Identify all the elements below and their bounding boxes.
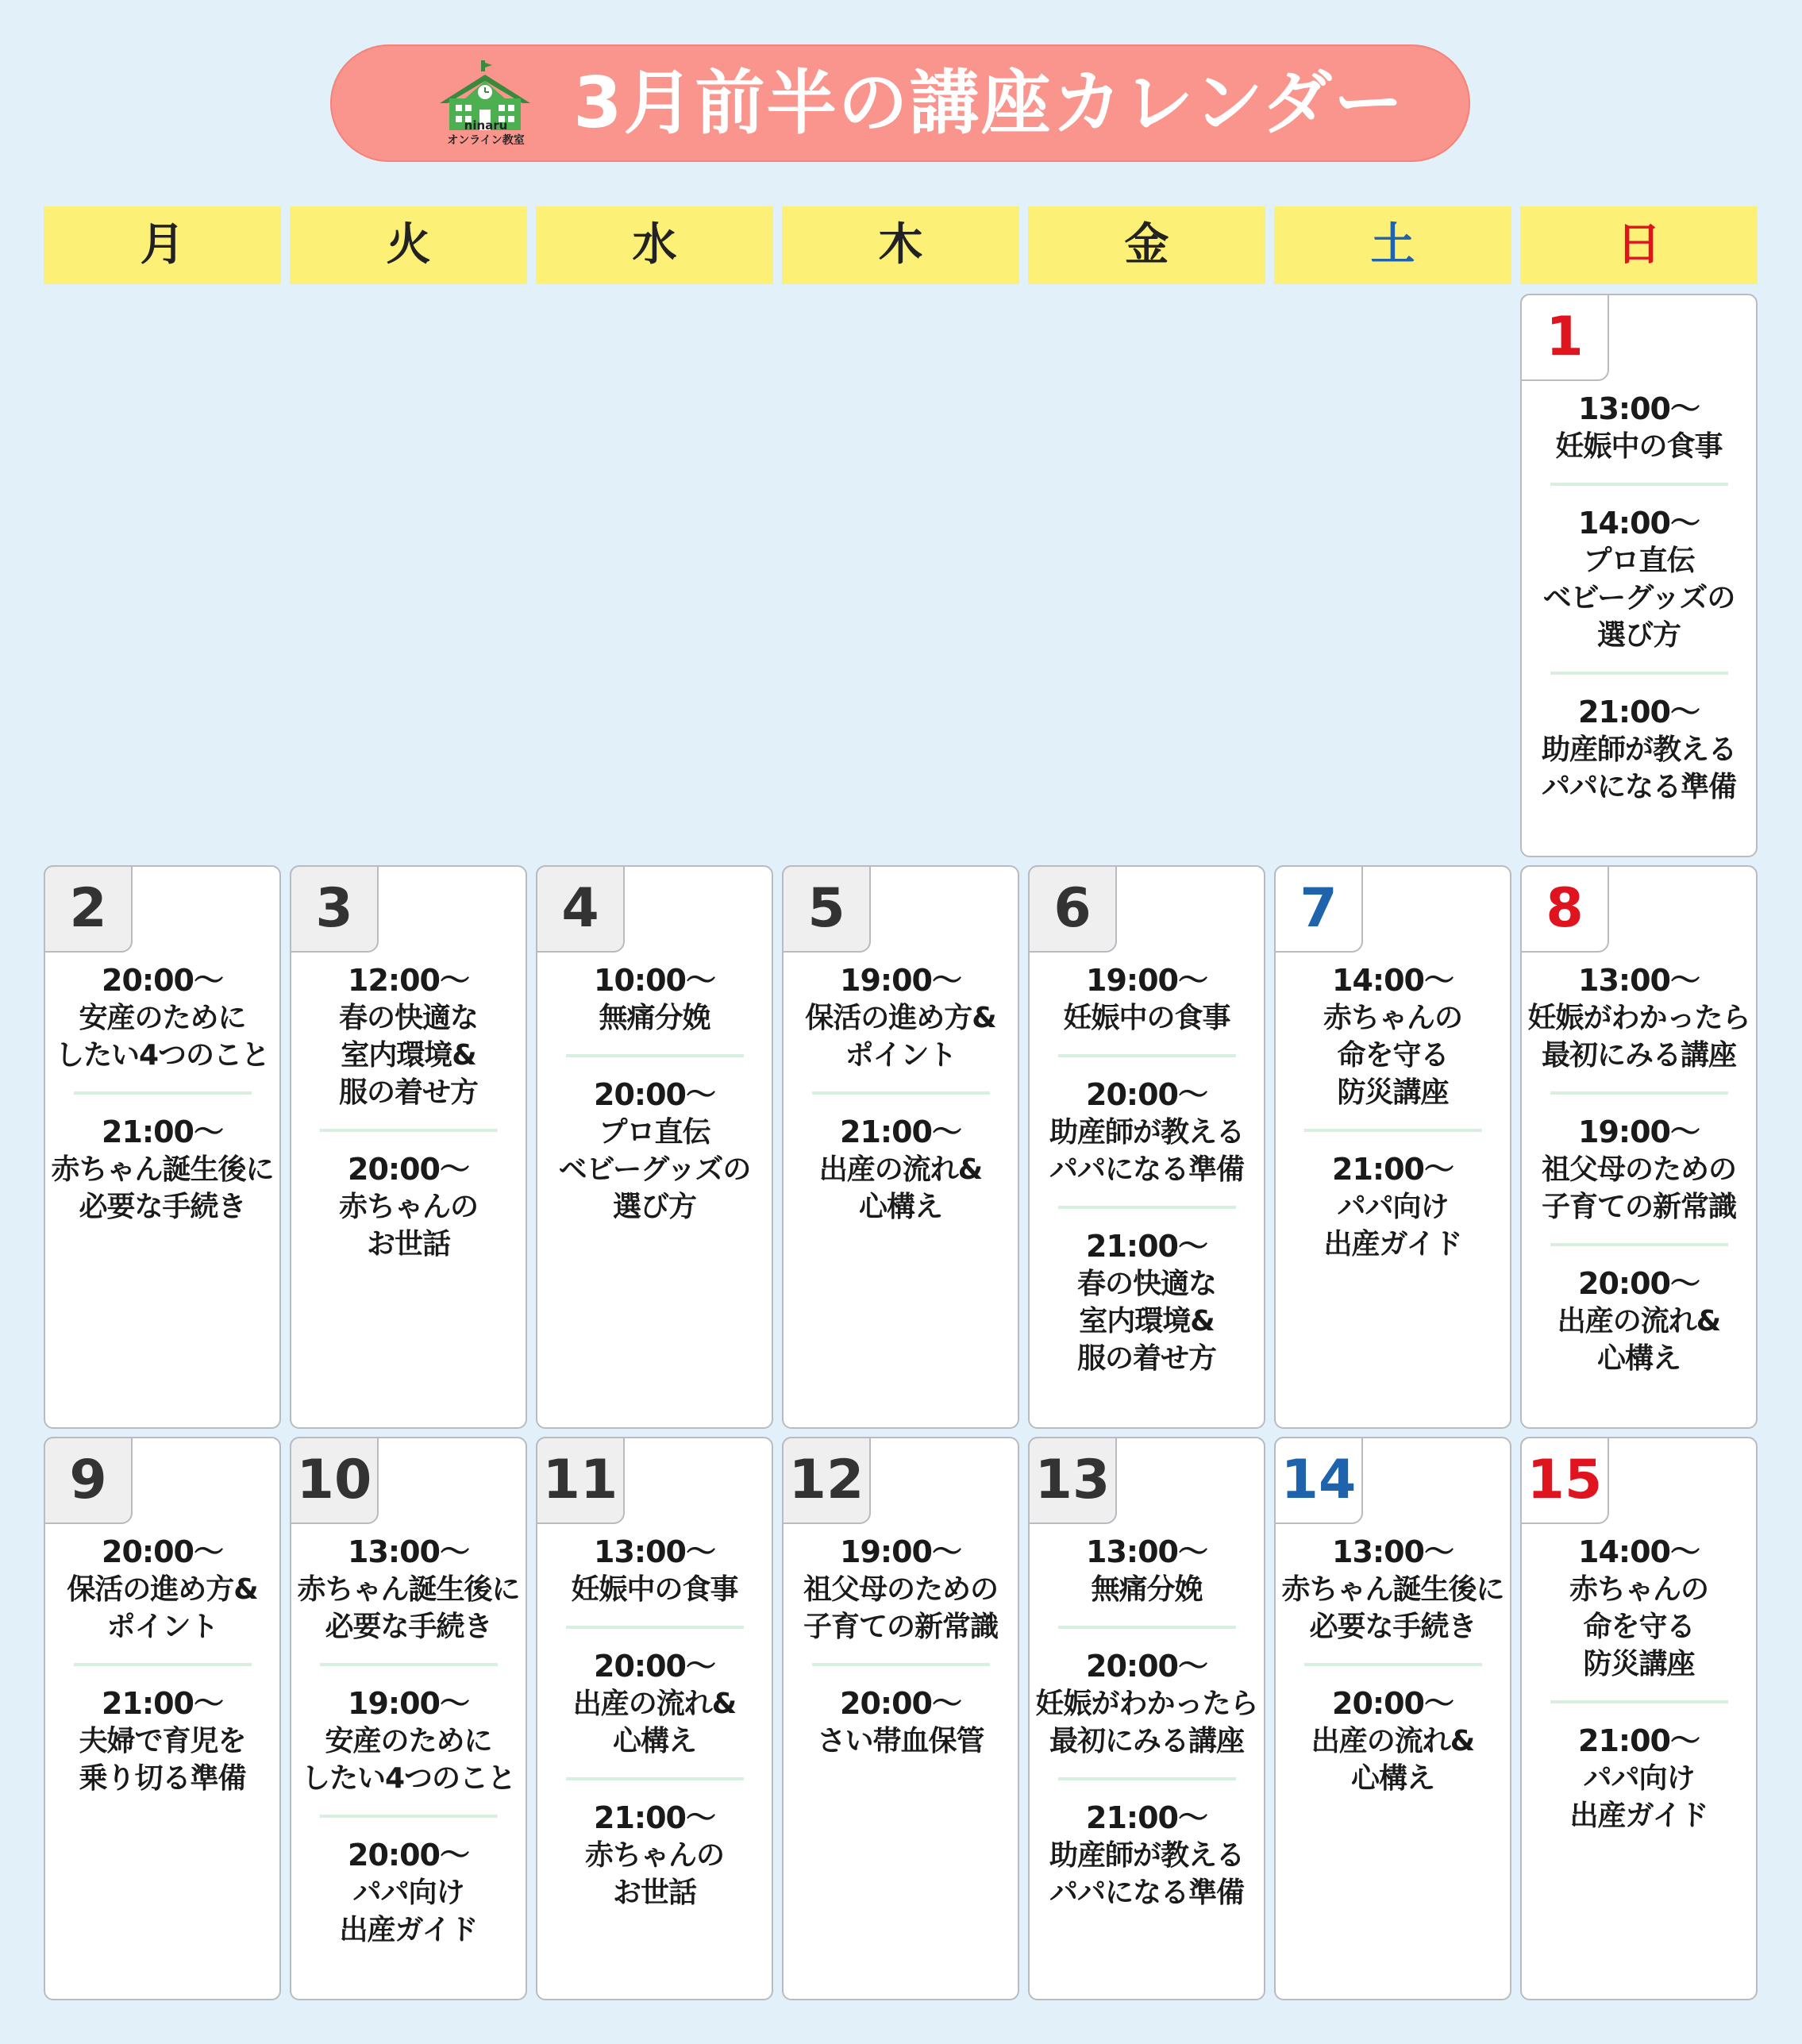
event-time: 20:00〜 [594, 1077, 715, 1112]
event-title: 赤ちゃんの [1323, 1002, 1462, 1034]
event-title: 赤ちゃんの [1569, 1573, 1708, 1606]
event-title: プロ直伝 [1583, 545, 1695, 577]
event-item[interactable] [48, 1534, 276, 1646]
event-title: 心構え [1596, 1342, 1681, 1375]
event-title: 妊娠中の食事 [1063, 1002, 1230, 1034]
event-time: 20:00〜 [840, 1686, 961, 1721]
event-title: 室内環境& [341, 1039, 476, 1072]
event-time: 20:00〜 [348, 1838, 469, 1873]
event-title: 子育ての新常識 [1541, 1191, 1736, 1223]
event-divider [1550, 483, 1728, 486]
event-title: パパになる準備 [1049, 1153, 1244, 1186]
event-time: 20:00〜 [1086, 1077, 1207, 1112]
day-cell-15[interactable] [1520, 1437, 1758, 2000]
event-item[interactable] [1525, 694, 1753, 806]
event-list [1522, 1534, 1756, 1834]
day-number: 14 [1274, 1437, 1363, 1524]
event-title: 出産の流れ& [1557, 1305, 1721, 1338]
event-list [45, 962, 279, 1226]
event-list [291, 962, 526, 1263]
event-list [784, 962, 1018, 1226]
day-cell-8[interactable] [1520, 865, 1758, 1429]
event-title: 心構え [1350, 1762, 1434, 1795]
event-title: 助産師が教える [1049, 1116, 1244, 1149]
event-item[interactable] [1525, 391, 1753, 465]
event-title: 必要な手続き [79, 1191, 246, 1223]
day-number: 2 [44, 865, 133, 953]
day-cell-3[interactable] [290, 865, 527, 1429]
event-list [1522, 962, 1756, 1377]
event-divider [320, 1129, 498, 1132]
event-divider [1058, 1626, 1236, 1629]
event-title: したい4つのこと [55, 1039, 270, 1072]
event-divider [320, 1815, 498, 1818]
event-time: 21:00〜 [1086, 1800, 1207, 1835]
event-list [537, 962, 772, 1226]
day-cell-11[interactable] [536, 1437, 773, 2000]
event-time: 20:00〜 [1578, 1266, 1700, 1301]
day-number: 11 [536, 1437, 625, 1524]
event-item[interactable] [1279, 962, 1507, 1111]
event-item[interactable] [1279, 1151, 1507, 1263]
day-number: 10 [290, 1437, 379, 1524]
event-title: したい4つのこと [301, 1762, 516, 1795]
event-item[interactable] [295, 1151, 522, 1263]
event-title: 祖父母のための [803, 1573, 998, 1606]
event-time: 13:00〜 [348, 1534, 469, 1569]
event-list [1522, 391, 1756, 806]
event-time: 20:00〜 [348, 1152, 469, 1187]
day-cell-10[interactable] [290, 1437, 527, 2000]
event-item[interactable] [1033, 1800, 1261, 1911]
event-list [784, 1534, 1018, 1760]
event-title: 出産ガイド [1323, 1228, 1462, 1261]
event-title: 助産師が教える [1049, 1839, 1244, 1872]
event-title: 安産のために [325, 1725, 492, 1757]
event-divider [812, 1663, 990, 1666]
event-divider [1304, 1129, 1482, 1132]
event-list [291, 1534, 526, 1949]
event-title: 命を守る [1583, 1611, 1695, 1643]
event-time: 20:00〜 [1086, 1649, 1207, 1684]
event-title: 助産師が教える [1541, 733, 1736, 766]
event-time: 19:00〜 [1086, 963, 1207, 998]
event-item[interactable] [787, 962, 1015, 1074]
event-divider [566, 1626, 744, 1629]
event-title: 子育ての新常識 [803, 1611, 998, 1643]
event-item[interactable] [541, 1648, 768, 1760]
event-item[interactable] [295, 1685, 522, 1797]
event-title: ポイント [106, 1611, 218, 1643]
event-time: 21:00〜 [102, 1686, 223, 1721]
event-item[interactable] [1525, 505, 1753, 654]
logo-subtitle: オンライン教室 [447, 134, 525, 147]
event-title: 無痛分娩 [599, 1002, 710, 1034]
event-divider [566, 1777, 744, 1780]
event-item[interactable] [1279, 1534, 1507, 1646]
event-divider [1058, 1777, 1236, 1780]
event-time: 21:00〜 [1578, 695, 1700, 729]
event-title: 赤ちゃんの [338, 1191, 478, 1223]
event-divider [1058, 1206, 1236, 1209]
event-time: 19:00〜 [348, 1686, 469, 1721]
event-item[interactable] [541, 962, 768, 1037]
event-title: パパになる準備 [1541, 771, 1736, 803]
event-title: パパ向け [352, 1877, 464, 1909]
event-title: 防災講座 [1583, 1648, 1695, 1680]
event-title: 心構え [858, 1191, 942, 1223]
event-divider [1304, 1663, 1482, 1666]
event-time: 21:00〜 [1332, 1152, 1454, 1187]
event-title: ベビーグッズの [558, 1153, 751, 1186]
event-list [1030, 962, 1264, 1377]
event-item[interactable] [1525, 1723, 1753, 1834]
event-title: パパになる準備 [1049, 1877, 1244, 1909]
day-number: 5 [782, 865, 871, 953]
weekday-mon: 月 [44, 206, 281, 284]
event-title: 命を守る [1337, 1039, 1449, 1072]
event-divider [566, 1054, 744, 1057]
event-item[interactable] [48, 962, 276, 1074]
day-cell-4[interactable] [536, 865, 773, 1429]
event-item[interactable] [295, 1837, 522, 1949]
event-title: 必要な手続き [1309, 1611, 1477, 1643]
event-item[interactable] [541, 1534, 768, 1608]
day-number: 8 [1520, 865, 1609, 953]
event-title: 出産の流れ& [818, 1153, 983, 1186]
event-time: 10:00〜 [594, 963, 715, 998]
event-item[interactable] [295, 1534, 522, 1646]
event-item[interactable] [1033, 1076, 1261, 1188]
event-time: 13:00〜 [1578, 391, 1700, 426]
event-title: 妊娠中の食事 [1555, 430, 1723, 463]
event-time: 21:00〜 [594, 1800, 715, 1835]
day-cell-9[interactable] [44, 1437, 281, 2000]
event-list [1276, 962, 1510, 1263]
event-title: 選び方 [1596, 619, 1681, 652]
event-item[interactable] [541, 1800, 768, 1911]
event-time: 13:00〜 [594, 1534, 715, 1569]
event-title: 春の快適な [338, 1002, 478, 1034]
event-time: 20:00〜 [102, 1534, 223, 1569]
event-time: 19:00〜 [840, 963, 961, 998]
event-time: 13:00〜 [1332, 1534, 1454, 1569]
day-cell-6[interactable] [1028, 865, 1265, 1429]
event-time: 19:00〜 [1578, 1114, 1700, 1149]
event-item[interactable] [1525, 1534, 1753, 1683]
event-title: 赤ちゃん誕生後に [297, 1573, 520, 1606]
event-title: 防災講座 [1337, 1076, 1449, 1109]
event-time: 20:00〜 [1332, 1686, 1454, 1721]
day-number: 12 [782, 1437, 871, 1524]
event-divider [1550, 672, 1728, 675]
weekday-wed: 水 [536, 206, 773, 284]
weekday-tue: 火 [290, 206, 527, 284]
event-divider [1058, 1054, 1236, 1057]
event-item[interactable] [541, 1076, 768, 1226]
event-item[interactable] [1033, 962, 1261, 1037]
event-divider [74, 1091, 252, 1095]
event-title: パパ向け [1583, 1762, 1695, 1795]
event-title: 保活の進め方& [805, 1002, 996, 1034]
day-cell-2[interactable] [44, 865, 281, 1429]
day-number: 7 [1274, 865, 1363, 953]
event-divider [1550, 1091, 1728, 1095]
day-cell-5[interactable] [782, 865, 1019, 1429]
event-title: 最初にみる講座 [1049, 1725, 1244, 1757]
weekday-thu: 木 [782, 206, 1019, 284]
page-title: 3月前半の講座カレンダー [573, 62, 1405, 144]
event-time: 19:00〜 [840, 1534, 961, 1569]
event-title: 出産の流れ& [1311, 1725, 1475, 1757]
event-title: 最初にみる講座 [1541, 1039, 1736, 1072]
event-title: 妊娠中の食事 [571, 1573, 738, 1606]
event-title: 祖父母のための [1541, 1153, 1736, 1186]
event-time: 20:00〜 [594, 1649, 715, 1684]
event-item[interactable] [1033, 1648, 1261, 1760]
event-title: 赤ちゃんの [584, 1839, 724, 1872]
event-divider [812, 1091, 990, 1095]
day-cell-7[interactable] [1274, 865, 1511, 1429]
event-time: 12:00〜 [348, 963, 469, 998]
event-item[interactable] [295, 962, 522, 1111]
event-time: 21:00〜 [840, 1114, 961, 1149]
event-divider [74, 1663, 252, 1666]
event-title: 必要な手続き [325, 1611, 492, 1643]
event-title: 出産の流れ& [572, 1688, 737, 1720]
weekday-sat: 土 [1274, 206, 1511, 284]
event-item[interactable] [1525, 962, 1753, 1074]
day-number: 1 [1520, 294, 1609, 381]
event-title: パパ向け [1337, 1191, 1449, 1223]
day-cell-13[interactable] [1028, 1437, 1265, 2000]
day-number: 6 [1028, 865, 1117, 953]
event-title: 乗り切る準備 [79, 1762, 246, 1795]
weekday-sun: 日 [1520, 206, 1758, 284]
event-time: 21:00〜 [102, 1114, 223, 1149]
day-cell-14[interactable] [1274, 1437, 1511, 2000]
event-title: 無痛分娩 [1091, 1573, 1203, 1606]
event-item[interactable] [48, 1114, 276, 1226]
event-title: 赤ちゃん誕生後に [1281, 1573, 1504, 1606]
event-item[interactable] [787, 1114, 1015, 1226]
event-divider [320, 1663, 498, 1666]
event-item[interactable] [1033, 1228, 1261, 1377]
event-list [1030, 1534, 1264, 1911]
event-item[interactable] [1033, 1534, 1261, 1608]
event-title: 出産ガイド [339, 1914, 478, 1946]
event-title: 室内環境& [1079, 1305, 1215, 1338]
weekday-fri: 金 [1028, 206, 1265, 284]
event-title: 出産ガイド [1569, 1800, 1708, 1832]
event-title: 夫婦で育児を [79, 1725, 246, 1757]
event-list [1276, 1534, 1510, 1797]
event-list [537, 1534, 772, 1911]
event-item[interactable] [787, 1685, 1015, 1760]
event-time: 14:00〜 [1578, 506, 1700, 541]
day-cell-12[interactable] [782, 1437, 1019, 2000]
event-time: 20:00〜 [102, 963, 223, 998]
event-title: 保活の進め方& [67, 1573, 258, 1606]
event-title: 服の着せ方 [1076, 1342, 1216, 1375]
event-time: 14:00〜 [1332, 963, 1454, 998]
logo-wordmark: ninaru [464, 118, 508, 133]
event-title: 妊娠がわかったら [1035, 1688, 1258, 1720]
event-title: 赤ちゃん誕生後に [51, 1153, 274, 1186]
event-divider [1550, 1243, 1728, 1246]
event-time: 21:00〜 [1578, 1723, 1700, 1758]
event-item[interactable] [1279, 1685, 1507, 1797]
day-number: 4 [536, 865, 625, 953]
event-time: 13:00〜 [1578, 963, 1700, 998]
event-title: プロ直伝 [599, 1116, 710, 1149]
event-title: 心構え [612, 1725, 696, 1757]
event-title: 服の着せ方 [338, 1076, 478, 1109]
event-title: 安産のために [79, 1002, 246, 1034]
day-number: 3 [290, 865, 379, 953]
title-banner [330, 44, 1470, 162]
day-number: 15 [1520, 1437, 1609, 1524]
event-divider [1550, 1700, 1728, 1703]
event-item[interactable] [787, 1534, 1015, 1646]
event-item[interactable] [1525, 1265, 1753, 1377]
event-list [45, 1534, 279, 1797]
event-title: ベビーグッズの [1542, 582, 1735, 614]
day-number: 9 [44, 1437, 133, 1524]
event-item[interactable] [1525, 1114, 1753, 1226]
day-cell-1[interactable] [1520, 294, 1758, 857]
event-time: 21:00〜 [1086, 1229, 1207, 1264]
day-number: 13 [1028, 1437, 1117, 1524]
event-item[interactable] [48, 1685, 276, 1797]
event-title: さい帯血保管 [817, 1725, 984, 1757]
event-title: 選び方 [612, 1191, 696, 1223]
event-title: お世話 [612, 1877, 696, 1909]
event-time: 13:00〜 [1086, 1534, 1207, 1569]
weekday-header-row [44, 206, 1758, 284]
event-title: 春の快適な [1076, 1268, 1216, 1300]
event-title: 妊娠がわかったら [1527, 1002, 1750, 1034]
event-time: 14:00〜 [1578, 1534, 1700, 1569]
event-title: ポイント [845, 1039, 957, 1072]
event-title: お世話 [366, 1228, 450, 1261]
